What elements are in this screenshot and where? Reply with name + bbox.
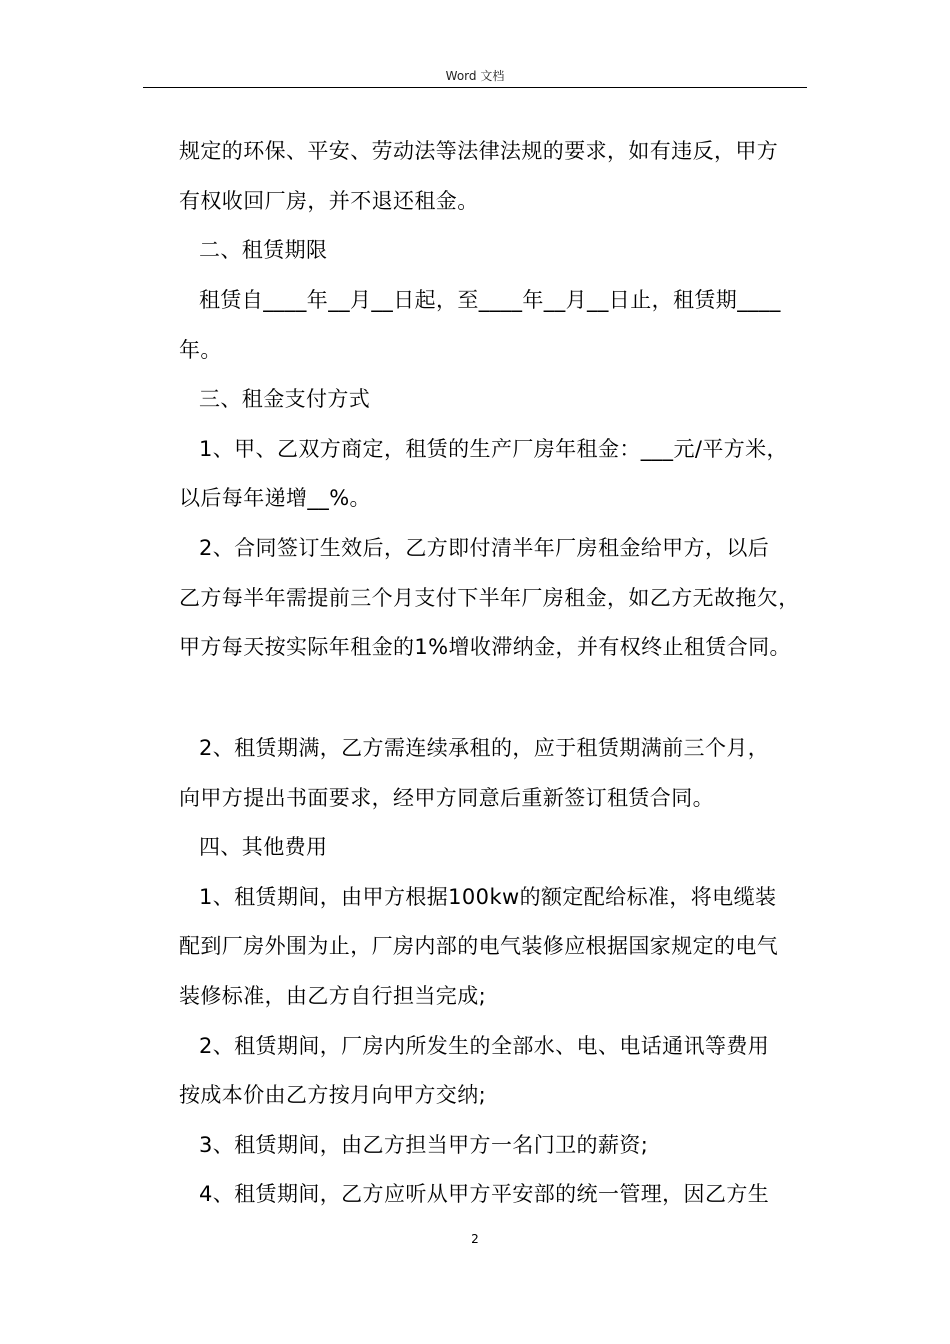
header-divider [143,87,807,88]
section-heading: 四、其他费用 [199,835,328,859]
header-title: Word 文档 [445,69,505,83]
body-line: 乙方每半年需提前三个月支付下半年厂房租金，如乙方无故拖欠， [179,586,800,610]
section-heading: 三、租金支付方式 [199,387,371,411]
body-line: 年。 [179,338,222,362]
section-heading: 二、租赁期限 [199,238,328,262]
body-line: 2、租赁期间，厂房内所发生的全部水、电、电话通讯等费用 [199,1034,770,1058]
body-line: 有权收回厂房，并不退还租金。 [179,189,479,213]
body-line: 4、租赁期间，乙方应听从甲方平安部的统一管理，因乙方生 [199,1182,770,1206]
body-line: 1、租赁期间，由甲方根据100kw的额定配给标准，将电缆装 [199,885,777,909]
body-line: 2、合同签订生效后，乙方即付清半年厂房租金给甲方，以后 [199,536,770,560]
body-line: 装修标准，由乙方自行担当完成; [179,984,487,1008]
body-line: 2、租赁期满，乙方需连续承租的，应于租赁期满前三个月， [199,736,770,760]
body-line: 3、租赁期间，由乙方担当甲方一名门卫的薪资; [199,1133,649,1157]
body-line: 甲方每天按实际年租金的1%增收滞纳金，并有权终止租赁合同。 [179,635,791,659]
body-line: 配到厂房外围为止，厂房内部的电气装修应根据国家规定的电气 [179,934,779,958]
body-line: 规定的环保、平安、劳动法等法律法规的要求，如有违反，甲方 [179,139,779,163]
body-line: 按成本价由乙方按月向甲方交纳; [179,1083,487,1107]
page-number: 2 [471,1232,479,1246]
body-line: 1、甲、乙双方商定，租赁的生产厂房年租金：___元/平方米， [199,437,788,461]
body-line: 向甲方提出书面要求，经甲方同意后重新签订租赁合同。 [179,786,714,810]
body-line: 租赁自____年__月__日起，至____年__月__日止，租赁期____ [199,288,781,312]
body-line: 以后每年递增__%。 [179,486,371,510]
